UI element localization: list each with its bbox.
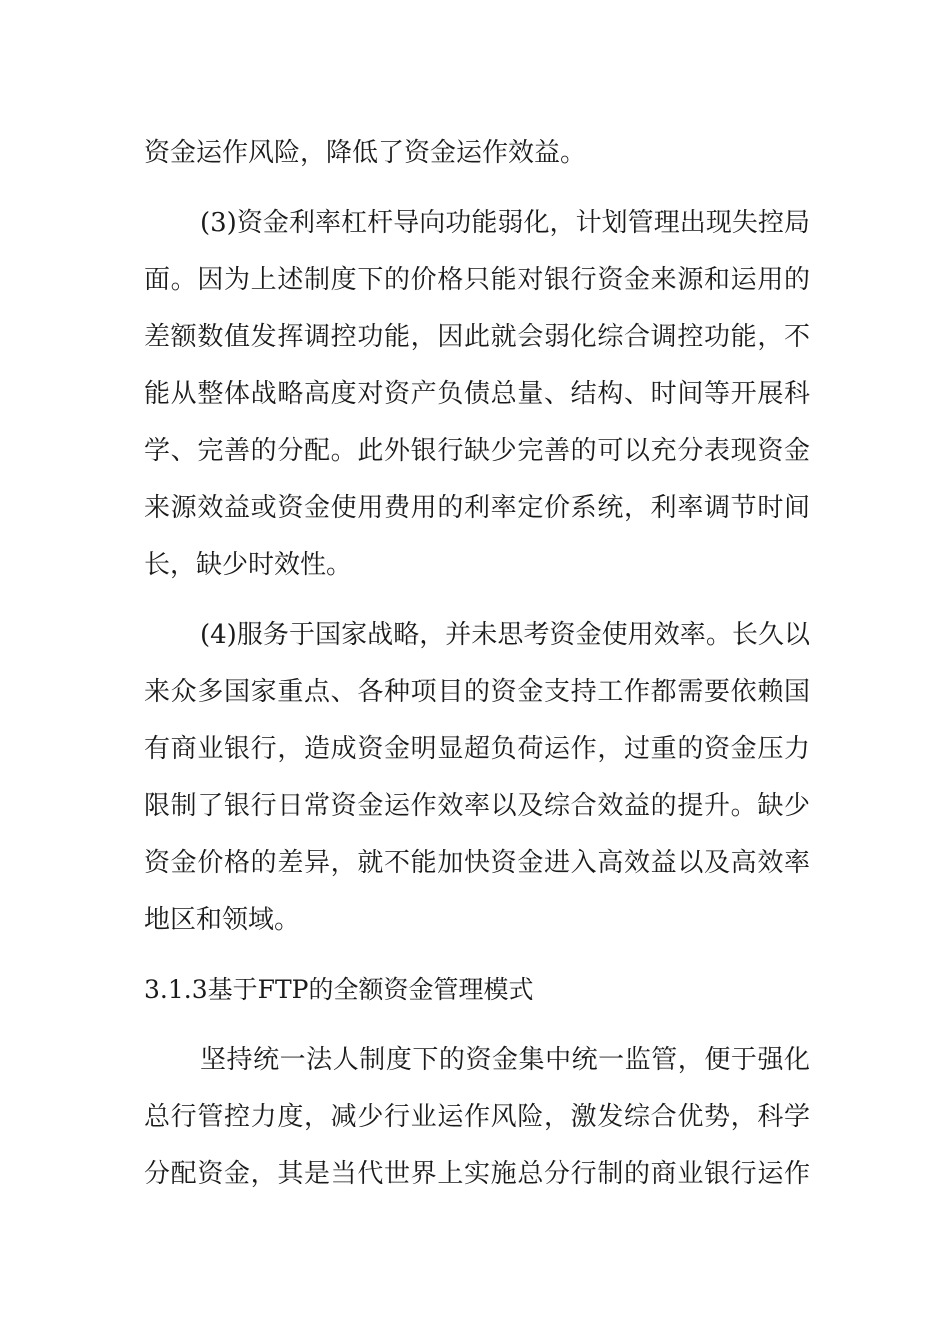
text-line: 来众多国家重点、各种项目的资金支持工作都需要依赖国 [144, 677, 810, 707]
text-line: 面。因为上述制度下的价格只能对银行资金来源和运用的 [144, 265, 810, 295]
text-line: 长，缺少时效性。 [144, 550, 353, 580]
text-line: 地区和领域。 [144, 905, 301, 935]
text-line: 资金价格的差异，就不能加快资金进入高效益以及高效率 [144, 848, 810, 878]
text-line: 总行管控力度，减少行业运作风险，激发综合优势，科学 [144, 1102, 810, 1132]
text-line: (4)服务于国家战略，并未思考资金使用效率。长久以 [200, 620, 810, 650]
text-line: (3)资金利率杠杆导向功能弱化，计划管理出现失控局 [200, 208, 810, 238]
text-line: 能从整体战略高度对资产负债总量、结构、时间等开展科 [144, 379, 810, 409]
text-line: 来源效益或资金使用费用的利率定价系统，利率调节时间 [144, 493, 810, 523]
text-line: 坚持统一法人制度下的资金集中统一监管，便于强化 [200, 1045, 810, 1075]
text-line: 有商业银行，造成资金明显超负荷运作，过重的资金压力 [144, 734, 810, 764]
text-line: 资金运作风险，降低了资金运作效益。 [144, 138, 587, 168]
text-line: 差额数值发挥调控功能，因此就会弱化综合调控功能，不 [144, 322, 810, 352]
section-heading: 3.1.3基于FTP的全额资金管理模式 [144, 975, 534, 1004]
text-line: 限制了银行日常资金运作效率以及综合效益的提升。缺少 [144, 791, 810, 821]
text-line: 分配资金，其是当代世界上实施总分行制的商业银行运作 [144, 1159, 810, 1189]
text-line: 学、完善的分配。此外银行缺少完善的可以充分表现资金 [144, 436, 810, 466]
